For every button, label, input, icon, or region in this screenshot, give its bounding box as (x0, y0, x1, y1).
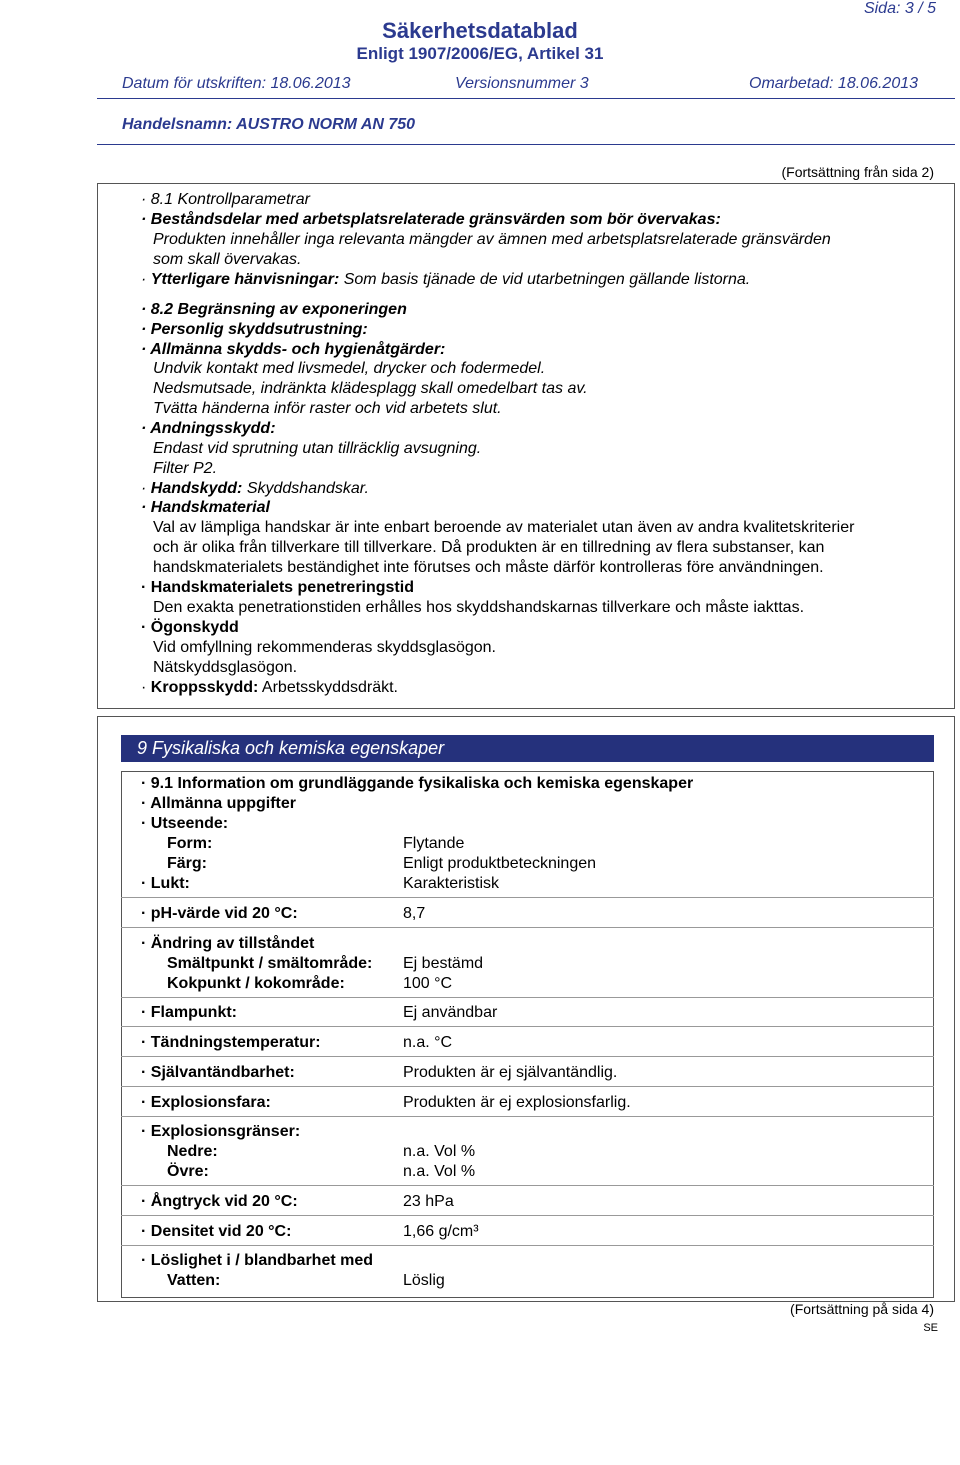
line-8-1: · 8.1 Kontrollparametrar (141, 191, 310, 208)
divider-density (121, 1245, 934, 1246)
print-date: Datum för utskriften: 18.06.2013 (122, 75, 351, 92)
line-further: · Ytterligare hänvisningar: Som basis tjänade de vid utarbetningen gällande listorna. (141, 271, 751, 288)
language-code: SE (923, 1322, 938, 1334)
odor-label: · Lukt: (141, 875, 190, 892)
constituents-text-2: som skall övervakas. (153, 251, 302, 268)
page-number: Sida: 3 / 5 (863, 0, 936, 17)
melting-label: Smältpunkt / smältområde: (167, 955, 373, 972)
boiling-label: Kokpunkt / kokområde: (167, 975, 345, 992)
line-constituents: · Beståndsdelar med arbetsplatsrelaterade gränsvärden som bör övervakas: (141, 211, 721, 228)
flash-value: Ej användbar (403, 1004, 498, 1021)
divider-ignition (121, 1056, 934, 1057)
line-penetration: · Handskmaterialets penetreringstid (141, 579, 414, 596)
explosion-label: · Explosionsfara: (141, 1094, 271, 1111)
ph-value: 8,7 (403, 905, 426, 922)
document-title: Säkerhetsdatablad (382, 18, 578, 43)
upper-label: Övre: (167, 1163, 209, 1180)
odor-value: Karakteristisk (403, 875, 500, 892)
resp-1: Endast vid sprutning utan tillräcklig avsugning. (153, 440, 482, 457)
line-body: · Kroppsskydd: Arbetsskyddsdräkt. (141, 679, 398, 696)
vapour-value: 23 hPa (403, 1193, 454, 1210)
hygiene-3: Tvätta händerna inför raster och vid arbetets slut. (153, 400, 502, 417)
density-label: · Densitet vid 20 °C: (141, 1223, 292, 1240)
form-value: Flytande (403, 835, 465, 852)
continued-from: (Fortsättning från sida 2) (781, 164, 934, 180)
section-9-title: 9 Fysikaliska och kemiska egenskaper (121, 735, 934, 762)
divider-ph (121, 927, 934, 928)
color-label: Färg: (167, 855, 207, 872)
divider-vapour (121, 1215, 934, 1216)
lower-label: Nedre: (167, 1143, 218, 1160)
line-eye: · Ögonskydd (141, 619, 239, 636)
flash-label: · Flampunkt: (141, 1004, 237, 1021)
constituents-text-1: Produkten innehåller inga relevanta mängder av ämnen med arbetsplatsrelaterade gränsvärden (153, 231, 831, 248)
glove-mat-3: handskmaterialets beständighet inte förutses och måste därför kontrolleras före användningen. (153, 559, 824, 576)
eye-2: Nätskyddsglasögon. (153, 659, 298, 676)
trade-name-divider (97, 144, 955, 145)
eye-1: Vid omfyllning rekommenderas skyddsglasögon. (153, 639, 496, 656)
divider-odor (121, 897, 934, 898)
revised-date: Omarbetad: 18.06.2013 (749, 75, 919, 92)
line-8-2: · 8.2 Begränsning av exponeringen (141, 301, 407, 318)
glove-mat-1: Val av lämpliga handskar är inte enbart beroende av materialet utan även av andra kvalitetskriterier (153, 519, 855, 536)
divider-explosion (121, 1116, 934, 1117)
line-glove-material: · Handskmaterial (141, 499, 270, 516)
upper-value: n.a. Vol % (403, 1163, 476, 1180)
line-respiratory: · Andningsskydd: (141, 420, 276, 437)
line-ppe: · Personlig skyddsutrustning: (141, 321, 368, 338)
water-value: Löslig (403, 1272, 445, 1289)
divider-selfign (121, 1086, 934, 1087)
hygiene-2: Nedsmutsade, indränkta klädesplagg skall omedelbart tas av. (153, 380, 588, 397)
divider-flash (121, 1026, 934, 1027)
selfign-label: · Självantändbarhet: (141, 1064, 295, 1081)
continued-to: (Fortsättning på sida 4) (790, 1301, 934, 1317)
trade-name: Handelsnamn: AUSTRO NORM AN 750 (122, 116, 416, 133)
explosion-value: Produkten är ej explosionsfarlig. (403, 1094, 631, 1111)
lower-value: n.a. Vol % (403, 1143, 476, 1160)
document-subtitle: Enligt 1907/2006/EG, Artikel 31 (356, 44, 604, 63)
ignition-value: n.a. °C (403, 1034, 453, 1051)
ph-label: · pH-värde vid 20 °C: (141, 905, 298, 922)
color-value: Enligt produktbeteckningen (403, 855, 597, 872)
density-value: 1,66 g/cm³ (403, 1223, 479, 1240)
divider-boiling (121, 997, 934, 998)
divider-explimits (121, 1185, 934, 1186)
resp-2: Filter P2. (153, 460, 218, 477)
melting-value: Ej bestämd (403, 955, 484, 972)
form-label: Form: (167, 835, 213, 852)
boiling-value: 100 °C (403, 975, 453, 992)
penetration-text: Den exakta penetrationstiden erhålles hos skyddshandskarnas tillverkare och måste iakttas. (153, 599, 805, 616)
line-hygiene: · Allmänna skydds- och hygienåtgärder: (141, 341, 446, 358)
line-hand: · Handskydd: Skyddshandskar. (141, 480, 369, 497)
hygiene-1: Undvik kontakt med livsmedel, drycker och fodermedel. (153, 360, 546, 377)
line-general: · Allmänna uppgifter (141, 795, 296, 812)
header-divider (97, 98, 955, 99)
water-label: Vatten: (167, 1272, 221, 1289)
line-appearance: · Utseende: (141, 815, 229, 832)
selfign-value: Produkten är ej självantändlig. (403, 1064, 618, 1081)
explimits-label: · Explosionsgränser: (141, 1123, 301, 1140)
glove-mat-2: och är olika från tillverkare till tillverkare. Då produkten är en tillredning av flera substanser, kan (153, 539, 825, 556)
state-change-label: · Ändring av tillståndet (141, 935, 315, 952)
ignition-label: · Tändningstemperatur: (141, 1034, 321, 1051)
line-9-1: · 9.1 Information om grundläggande fysikaliska och kemiska egenskaper (141, 775, 694, 792)
version-number: Versionsnummer 3 (455, 75, 589, 92)
solubility-label: · Löslighet i / blandbarhet med (141, 1252, 374, 1269)
vapour-label: · Ångtryck vid 20 °C: (141, 1193, 298, 1210)
